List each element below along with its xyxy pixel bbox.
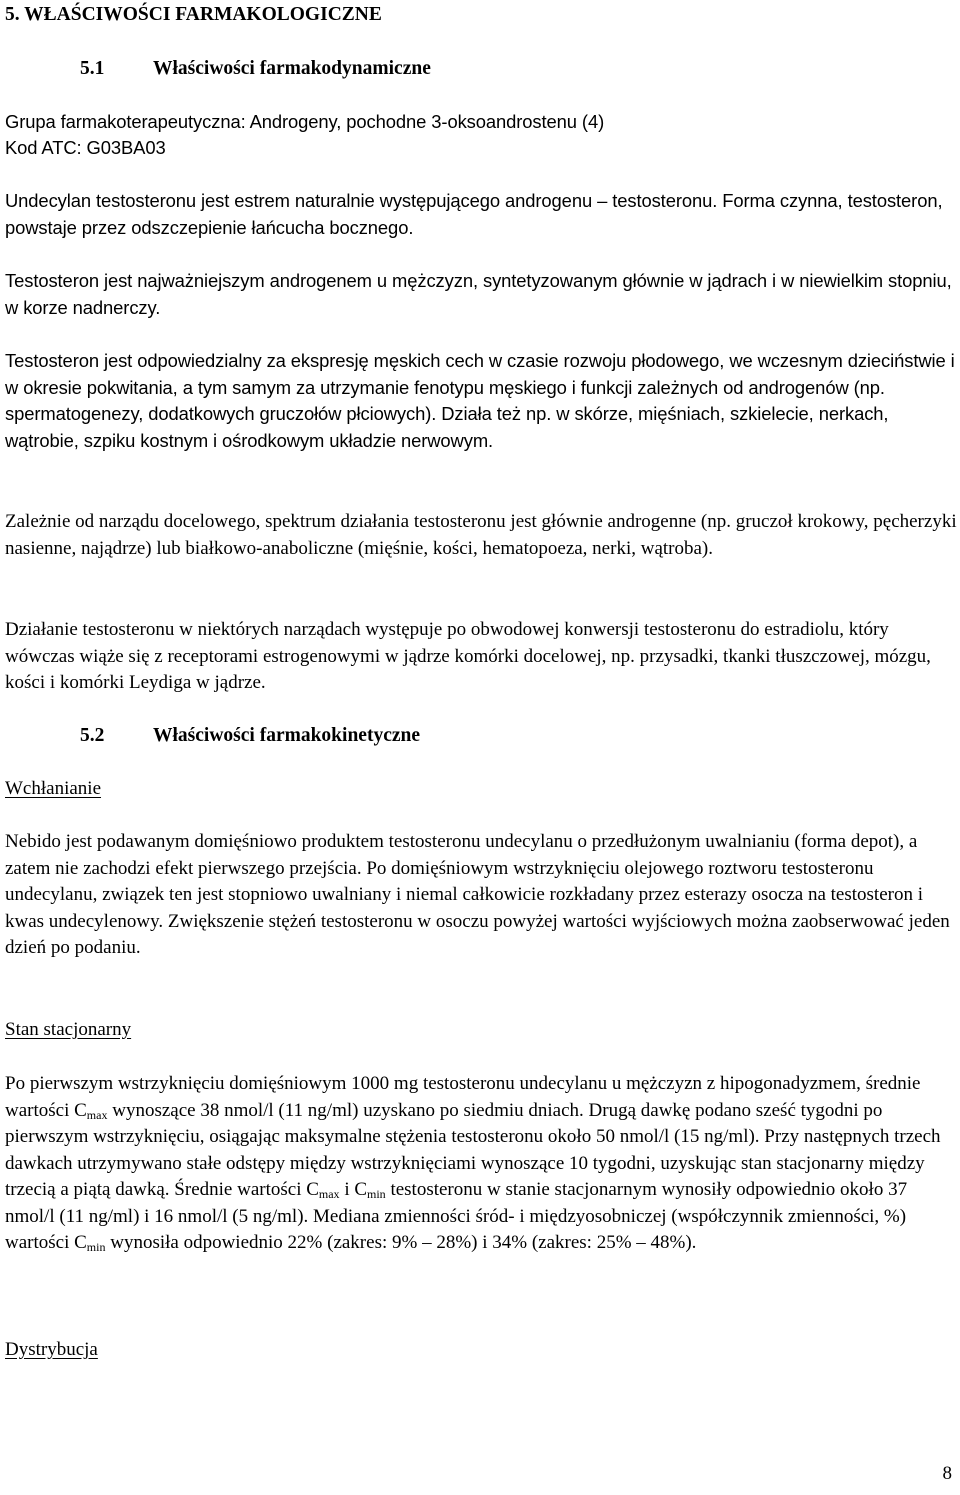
paragraph-target-organ: Zależnie od narządu docelowego, spektrum działania testosteronu jest głównie androgenne (np. gruczoł krokowy, pęcherzyki nasienne, najądrze) lub białkowo-anaboliczne (mięśnie, kości, hematopoeza, nerki, wątroba). xyxy=(5,511,957,559)
steady-state-heading: Stan stacjonarny xyxy=(5,1019,132,1040)
paragraph-estradiol-conversion: Działanie testosteronu w niektórych narządach występuje po obwodowej konwersji testosteronu do estradiolu, który wówczas wiąże się z receptorami estrogenowymi w jądrze komórki docelowej, np. przysadki, tkanki tłuszczowej, mózgu, kości i komórki Leydiga w jądrze. xyxy=(5,619,931,693)
section-5-2-number: 5.2 xyxy=(80,725,105,746)
section-5-2-title: Właściwości farmakokinetyczne xyxy=(153,725,421,746)
paragraph-absorption: Nebido jest podawanym domięśniowo produktem testosteronu undecylanu o przedłużonym uwalnianiu (forma depot), a zatem nie zachodzi efekt pierwszego przejścia. Po domięśniowym wstrzyknięciu olejowego roztworu testosteronu undecylanu, związek ten jest stopniowo uwalniany i niemal całkowicie rozkładany przez esterazy osocza na testosteron i kwas undecylenowy. Zwiększenie stężeń testosteronu w osoczu powyżej wartości wyjściowych można zaobserwować jeden dzień po podaniu. xyxy=(5,831,950,958)
section-5-1-heading xyxy=(80,56,960,83)
absorption-heading: Wchłanianie xyxy=(5,778,102,799)
section-5-2-heading xyxy=(80,723,960,750)
paragraph-ester: Undecylan testosteronu jest estrem naturalnie występującego androgenu – testosteronu. Forma czynna, testosteron, powstaje przez odszczepienie łańcucha bocznego. xyxy=(5,190,943,238)
section-5-1-title: Właściwości farmakodynamiczne xyxy=(153,58,431,79)
steady-text-1: Po pierwszym wstrzyknięciu domięśniowym 1000 mg testosteronu undecylanu u mężczyzn z hipogonadyzmem, średnie wartości C xyxy=(5,1073,921,1121)
pharmacotherapeutic-group: Grupa farmakoterapeutyczna: Androgeny, pochodne 3-oksoandrostenu (4) xyxy=(5,111,605,132)
cmin-subscript: min xyxy=(86,1240,106,1254)
atc-code: Kod ATC: G03BA03 xyxy=(5,137,166,158)
steady-text-3: i C xyxy=(339,1179,368,1200)
steady-text-2: wynoszące 38 nmol/l (11 ng/ml) uzyskano po siedmiu dniach. Drugą dawkę podano sześć tygodni po pierwszym wstrzyknięciu, osiągając maksymalne stężenia testosteronu około 50 nmol/l (15 ng/ml). Przy następnych trzech dawkach utrzymywano stałe odstępy między wstrzyknięciami wynoszące 10 tygodni, uzyskując stan stacjonarny między trzecią a piątą dawką. Średnie wartości C xyxy=(5,1099,941,1200)
distribution-heading: Dystrybucja xyxy=(5,1339,98,1360)
paragraph-main-androgen: Testosteron jest najważniejszym androgenem u mężczyzn, syntetyzowanym głównie w jądrach i w niewielkim stopniu, w korze nadnerczy. xyxy=(5,270,952,318)
steady-text-5: wynosiła odpowiednio 22% (zakres: 9% – 28%) i 34% (zakres: 25% – 48%). xyxy=(105,1232,697,1253)
cmin-subscript: min xyxy=(367,1187,386,1201)
cmax-subscript: max xyxy=(86,1107,108,1122)
cmax-subscript: max xyxy=(318,1187,340,1201)
paragraph-male-characteristics: Testosteron jest odpowiedzialny za ekspresję męskich cech w czasie rozwoju płodowego, we wczesnym dzieciństwie i w okresie pokwitania, a tym samym za utrzymanie fenotypu męskiego i funkcji zależnych od androgenów (np. spermatogenezy, dodatkowych gruczołów płciowych). Działa też np. w skórze, mięśniach, szkielecie, nerkach, wątrobie, szpiku kostnym i ośrodkowym układzie nerwowym. xyxy=(5,350,955,451)
paragraph-steady-state xyxy=(5,1071,957,1257)
steady-text-4: testosteronu w stanie stacjonarnym wynosiły odpowiednio około 37 nmol/l (11 ng/ml) i 16 nmol/l (5 ng/ml). Mediana zmienności śród- i międzyosobniczej (współczynnik zmienności, %) wartości C xyxy=(5,1179,908,1253)
section-5-1-number: 5.1 xyxy=(80,58,105,79)
page-number: 8 xyxy=(942,1463,952,1484)
section-5-heading: 5. WŁAŚCIWOŚCI FARMAKOLOGICZNE xyxy=(5,4,382,25)
